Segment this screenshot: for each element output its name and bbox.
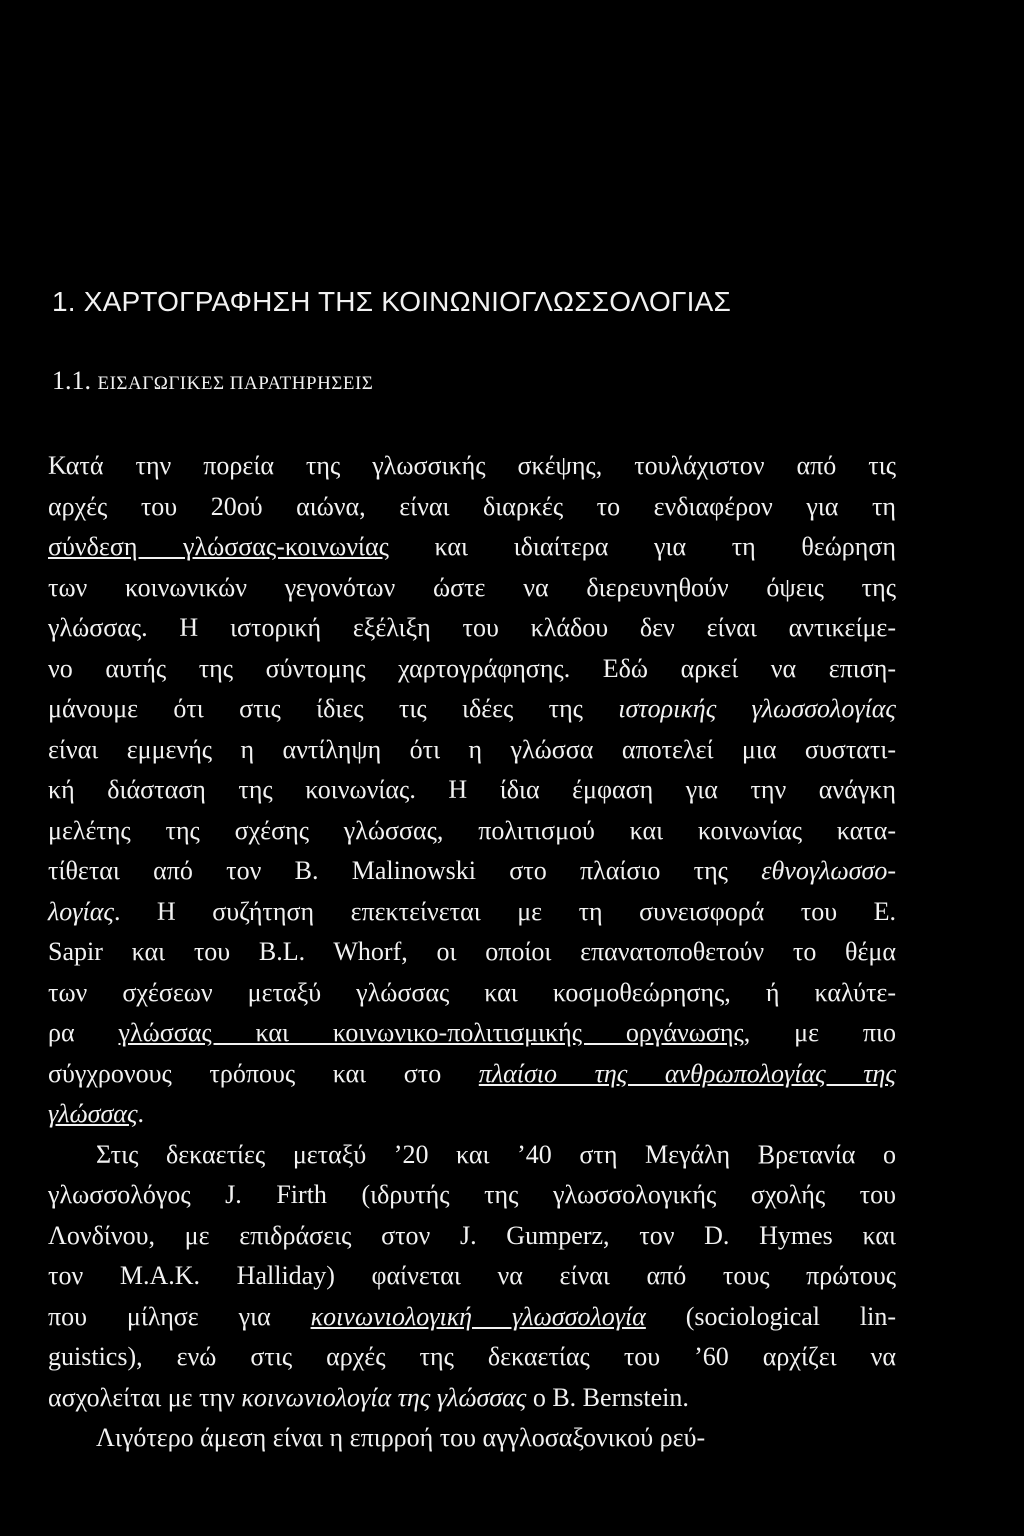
text-segment: γλωσσολόγος J. Firth (ιδρυτής της γλωσσολογικής σχολής του — [48, 1180, 896, 1209]
text-segment: Στις δεκαετίες μεταξύ ’20 και ’40 στη Μεγάλη Βρετανία ο — [96, 1139, 896, 1169]
text-line — [48, 1418, 896, 1459]
text-segment: αρχές του 20ού αιώνα, είναι διαρκές το ενδιαφέρον για τη — [48, 491, 896, 521]
text-line — [48, 770, 896, 811]
text-segment: (sociological lin- — [645, 1301, 897, 1331]
chapter-title: 1. ΧΑΡΤΟΓΡΑΦΗΣΗ ΤΗΣ ΚΟΙΝΩΝΙΟΓΛΩΣΣΟΛΟΓΙΑΣ — [52, 286, 731, 317]
text-segment: ο B. Bernstein. — [526, 1382, 689, 1412]
text-segment: τίθεται από τον B. Malinowski στο πλαίσιο της — [48, 856, 762, 885]
text-segment: μελέτης της σχέσης γλώσσας, πολιτισμού και κοινωνίας κατα- — [48, 815, 896, 845]
text-line — [48, 1175, 896, 1216]
text-line — [48, 1297, 896, 1338]
text-segment: μάνουμε ότι στις ίδιες τις ιδέες της — [48, 694, 619, 723]
text-segment: Sapir και του B.L. Whorf, οι οποίοι επανατοποθετούν το θέμα — [48, 937, 896, 966]
text-segment: γλώσσας και κοινωνικο-πολιτισμικής οργάνωσης — [118, 1018, 744, 1047]
text-segment: κοινωνιολογική γλωσσολογία — [310, 1301, 646, 1331]
text-segment: που μίλησε για — [48, 1301, 311, 1331]
section-number: 1.1. — [52, 366, 91, 395]
text-line — [48, 1256, 896, 1297]
text-segment: guistics), ενώ στις αρχές της δεκαετίας του ’60 αρχίζει να — [48, 1342, 896, 1371]
text-segment: των σχέσεων μεταξύ γλώσσας και κοσμοθεώρησης, ή καλύτε- — [48, 977, 896, 1007]
section-heading — [52, 366, 373, 396]
text-segment: εθνογλωσσο- — [761, 856, 896, 885]
text-line — [48, 851, 896, 892]
text-segment: , με πιο — [743, 1018, 896, 1047]
text-segment: και ιδιαίτερα για τη θεώρηση — [388, 532, 896, 561]
text-line — [48, 1135, 896, 1176]
text-line — [48, 608, 896, 649]
text-line — [48, 568, 896, 609]
text-segment: ασχολείται με την — [48, 1382, 242, 1412]
text-line — [48, 1216, 896, 1257]
text-line — [48, 527, 896, 568]
section-title: ΕΙΣΑΓΩΓΙΚΕΣ ΠΑΡΑΤΗΡΗΣΕΙΣ — [97, 373, 374, 394]
text-segment: Λονδίνου, με επιδράσεις στον J. Gumperz, τον D. Hymes και — [48, 1220, 896, 1250]
text-segment: ιστορικής γλωσσολογίας — [618, 694, 896, 723]
text-segment: πλαίσιο της ανθρωπολογίας της — [478, 1058, 896, 1088]
text-segment: . Η συζήτηση επεκτείνεται με τη συνεισφορά του E. — [113, 896, 896, 926]
text-line — [48, 649, 896, 690]
text-segment: γλώσσας — [48, 1099, 138, 1128]
text-segment: ρα — [48, 1018, 119, 1047]
text-segment: Λιγότερο άμεση είναι η επιρροή του αγγλοσαξονικού ρεύ- — [96, 1423, 706, 1452]
text-segment: νο αυτής της σύντομης χαρτογράφησης. Εδώ αρκεί να επιση- — [48, 653, 896, 683]
text-line — [48, 1054, 896, 1095]
text-segment: γλώσσας. Η ιστορική εξέλιξη του κλάδου δεν είναι αντικείμε- — [48, 613, 896, 642]
text-segment: κοινωνιολογία της γλώσσας — [241, 1382, 527, 1412]
text-line — [48, 1378, 896, 1419]
text-line — [48, 973, 896, 1014]
text-line — [48, 689, 896, 730]
text-line — [48, 446, 896, 487]
text-segment: κή διάσταση της κοινωνίας. Η ίδια έμφαση για την ανάγκη — [48, 775, 896, 804]
text-segment: σύνδεση γλώσσας-κοινωνίας — [48, 532, 389, 561]
text-line — [48, 730, 896, 771]
text-line — [48, 892, 896, 933]
text-segment: είναι εμμενής η αντίληψη ότι η γλώσσα αποτελεί μια συστατι- — [48, 734, 896, 764]
text-segment: Κατά την πορεία της γλωσσικής σκέψης, τουλάχιστον από τις — [48, 451, 896, 480]
text-line — [48, 1094, 896, 1135]
text-line — [48, 487, 896, 528]
text-segment: . — [137, 1099, 144, 1128]
body-text — [48, 446, 896, 1459]
text-line — [48, 932, 896, 973]
text-line — [48, 1337, 896, 1378]
text-segment: τον M.A.K. Halliday) φαίνεται να είναι από τους πρώτους — [48, 1261, 896, 1290]
text-segment: των κοινωνικών γεγονότων ώστε να διερευνηθούν όψεις της — [48, 572, 896, 602]
text-segment: λογίας — [48, 896, 114, 926]
text-segment: σύγχρονους τρόπους και στο — [48, 1058, 479, 1088]
text-line — [48, 811, 896, 852]
text-line — [48, 1013, 896, 1054]
